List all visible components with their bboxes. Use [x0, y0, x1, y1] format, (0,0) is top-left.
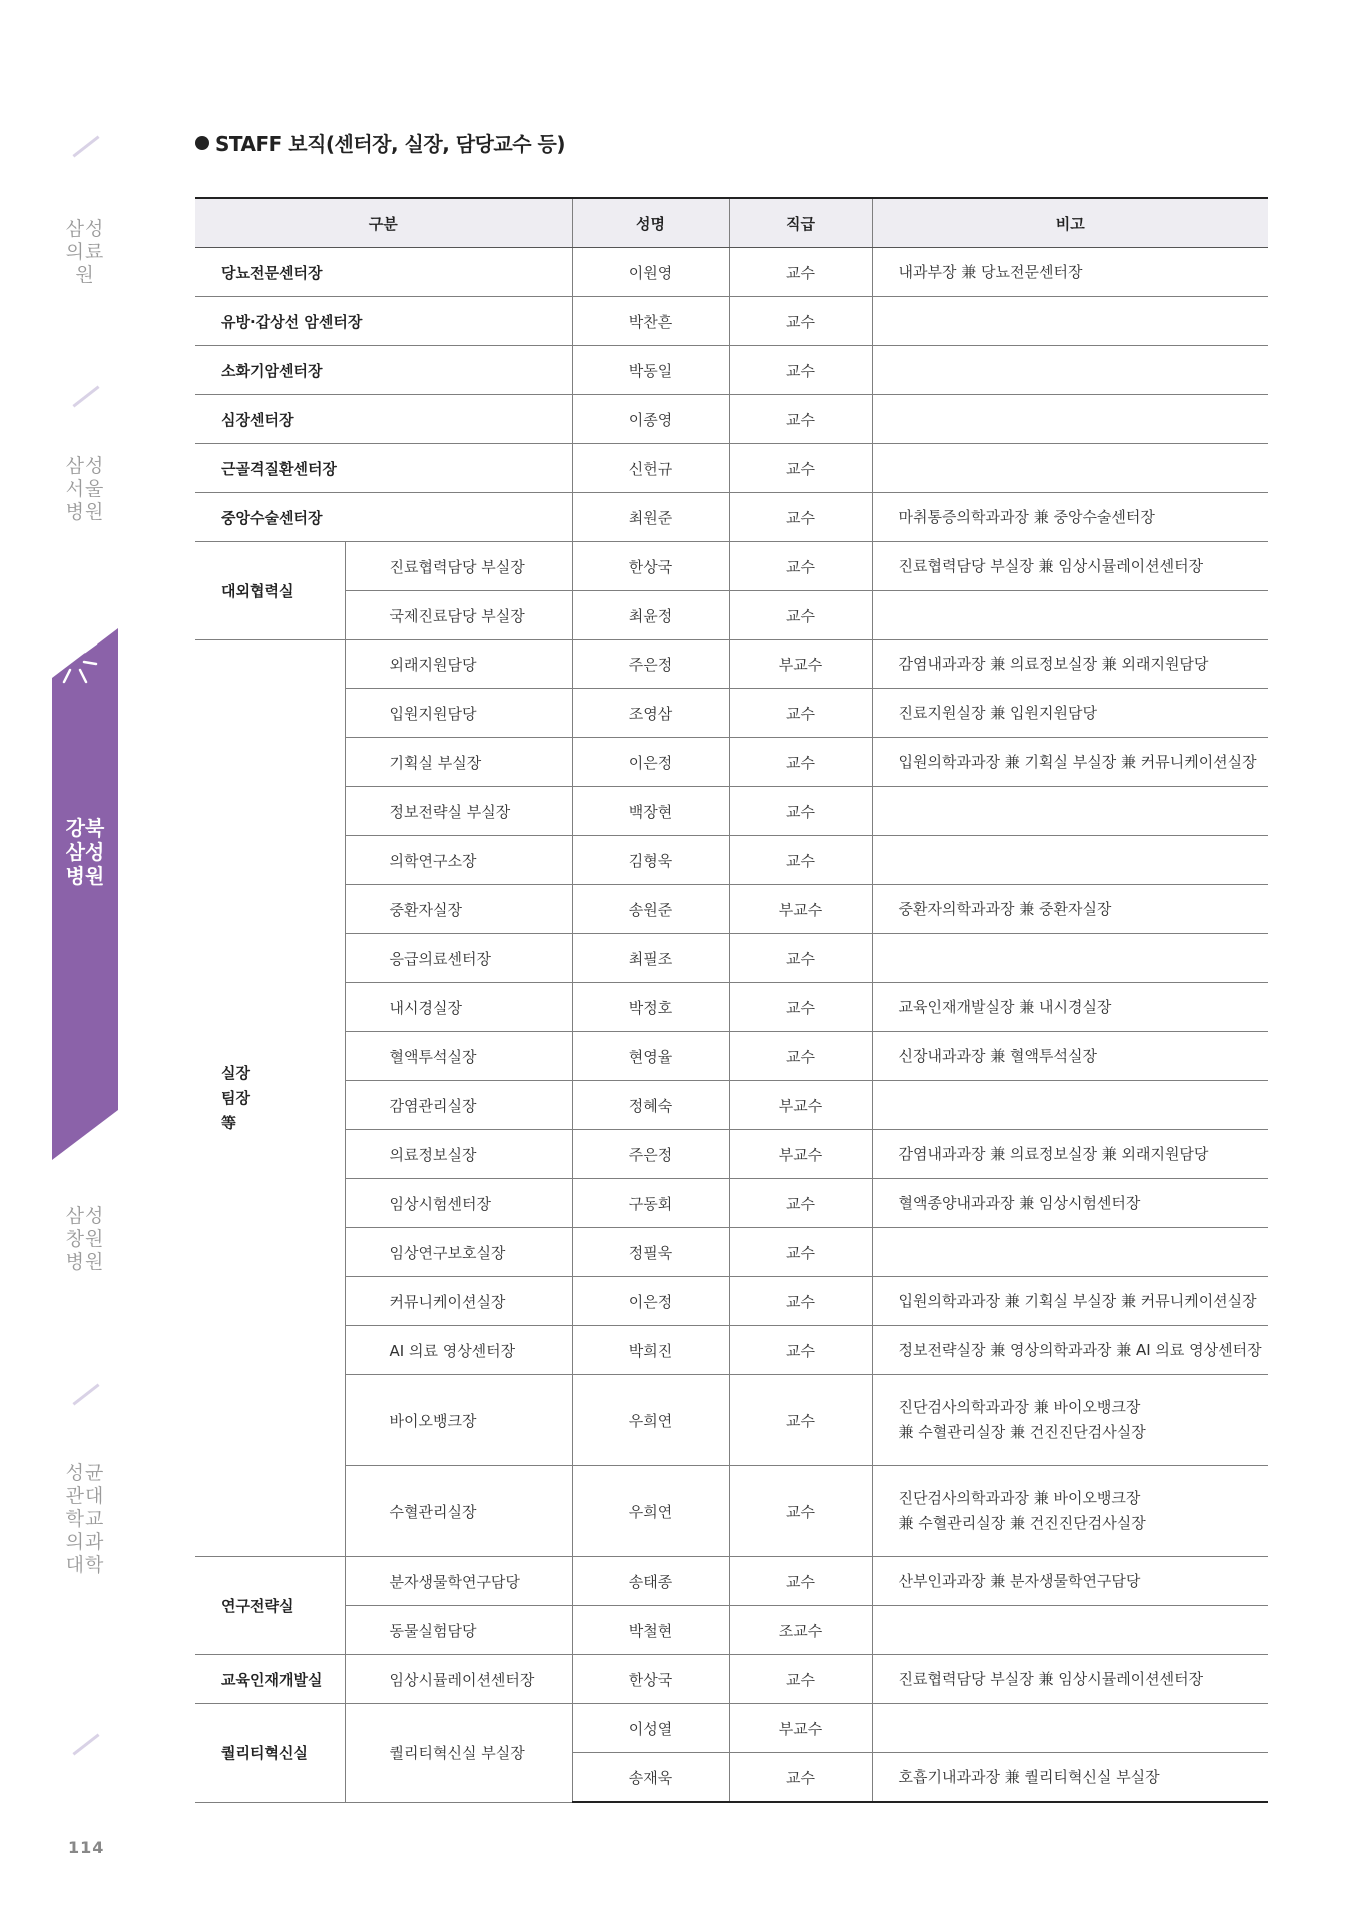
- table-row: [195, 836, 1268, 885]
- table-row: [195, 1375, 1268, 1466]
- sub-division-cell: 외래지원담당: [345, 640, 572, 689]
- note-cell: 마취통증의학과과장 兼 중앙수술센터장: [872, 493, 1268, 542]
- name-cell: 현영율: [572, 1032, 729, 1081]
- note-cell: [872, 1081, 1268, 1130]
- sidebar-item-skku-medicine[interactable]: 성균관대학교 의과대학: [65, 1462, 105, 1576]
- name-cell: 박철현: [572, 1606, 729, 1655]
- header-note: 비고: [872, 198, 1268, 248]
- name-cell: 박정호: [572, 983, 729, 1032]
- name-cell: 송재욱: [572, 1753, 729, 1803]
- note-cell: [872, 395, 1268, 444]
- note-cell: 입원의학과과장 兼 기획실 부실장 兼 커뮤니케이션실장: [872, 738, 1268, 787]
- sub-division-cell: 임상시뮬레이션센터장: [345, 1655, 572, 1704]
- table-row: [195, 640, 1268, 689]
- sub-division-cell: 감염관리실장: [345, 1081, 572, 1130]
- rank-cell: 교수: [729, 248, 872, 297]
- note-cell: [872, 444, 1268, 493]
- note-cell: 신장내과과장 兼 혈액투석실장: [872, 1032, 1268, 1081]
- name-cell: 김형욱: [572, 836, 729, 885]
- division-cell: 심장센터장: [195, 395, 572, 444]
- note-line: 진단검사의학과과장 兼 바이오뱅크장: [898, 1398, 1141, 1416]
- header-rank: 직급: [729, 198, 872, 248]
- name-cell: 정필욱: [572, 1228, 729, 1277]
- sub-division-cell: 진료협력담당 부실장: [345, 542, 572, 591]
- note-cell: [872, 787, 1268, 836]
- table-row: [195, 395, 1268, 444]
- name-cell: 박희진: [572, 1326, 729, 1375]
- rank-cell: 교수: [729, 1375, 872, 1466]
- note-cell: 입원의학과과장 兼 기획실 부실장 兼 커뮤니케이션실장: [872, 1277, 1268, 1326]
- rank-cell: 교수: [729, 346, 872, 395]
- table-row: [195, 1326, 1268, 1375]
- note-cell: 내과부장 兼 당뇨전문센터장: [872, 248, 1268, 297]
- note-cell: [872, 934, 1268, 983]
- rank-cell: 교수: [729, 1466, 872, 1557]
- name-cell: 최원준: [572, 493, 729, 542]
- division-line: 等: [221, 1113, 237, 1132]
- sub-division-cell: 혈액투석실장: [345, 1032, 572, 1081]
- rank-cell: 교수: [729, 1326, 872, 1375]
- rank-cell: 교수: [729, 1228, 872, 1277]
- division-line: 실장: [221, 1063, 250, 1082]
- division-line: 팀장: [221, 1088, 250, 1107]
- division-cell: 중앙수술센터장: [195, 493, 572, 542]
- note-line: 兼 수혈관리실장 兼 건진진단검사실장: [898, 1514, 1146, 1532]
- sub-division-cell: 커뮤니케이션실장: [345, 1277, 572, 1326]
- division-cell: [195, 640, 345, 1557]
- rank-cell: 교수: [729, 444, 872, 493]
- name-cell: 주은정: [572, 1130, 729, 1179]
- note-cell: [872, 836, 1268, 885]
- sub-division-cell: 중환자실장: [345, 885, 572, 934]
- name-cell: 박찬흔: [572, 297, 729, 346]
- rank-cell: 교수: [729, 787, 872, 836]
- sub-division-cell: AI 의료 영상센터장: [345, 1326, 572, 1375]
- table-row: [195, 1032, 1268, 1081]
- table-row: [195, 934, 1268, 983]
- rank-cell: 부교수: [729, 1130, 872, 1179]
- name-cell: 조영삼: [572, 689, 729, 738]
- note-cell: 진료지원실장 兼 입원지원담당: [872, 689, 1268, 738]
- divider-slash: [72, 385, 99, 407]
- rank-cell: 교수: [729, 934, 872, 983]
- name-cell: 최윤정: [572, 591, 729, 640]
- rank-cell: 부교수: [729, 885, 872, 934]
- division-cell: 소화기암센터장: [195, 346, 572, 395]
- sidebar-item-samsung-changwon[interactable]: 삼성창원병원: [65, 1205, 105, 1273]
- rank-cell: 교수: [729, 493, 872, 542]
- table-row: [195, 1277, 1268, 1326]
- division-cell: 연구전략실: [195, 1557, 345, 1655]
- division-cell: 유방·갑상선 암센터장: [195, 297, 572, 346]
- table-header-row: [195, 198, 1268, 248]
- note-cell: 정보전략실장 兼 영상의학과과장 兼 AI 의료 영상센터장: [872, 1326, 1268, 1375]
- staff-table: [195, 197, 1268, 1803]
- sub-division-cell: 국제진료담당 부실장: [345, 591, 572, 640]
- note-cell: [872, 1704, 1268, 1753]
- name-cell: 이성열: [572, 1704, 729, 1753]
- note-cell: [872, 1466, 1268, 1557]
- table-row: [195, 1557, 1268, 1606]
- sub-division-cell: 기획실 부실장: [345, 738, 572, 787]
- sub-division-cell: 수혈관리실장: [345, 1466, 572, 1557]
- name-cell: 이은정: [572, 738, 729, 787]
- table-row: [195, 346, 1268, 395]
- name-cell: 신헌규: [572, 444, 729, 493]
- note-cell: 산부인과과장 兼 분자생물학연구담당: [872, 1557, 1268, 1606]
- division-cell: 교육인재개발실: [195, 1655, 345, 1704]
- division-cell: 퀄리티혁신실: [195, 1704, 345, 1803]
- section-title: [195, 128, 565, 157]
- table-row: [195, 1179, 1268, 1228]
- table-row: [195, 1704, 1268, 1753]
- table-row: [195, 885, 1268, 934]
- note-cell: 교육인재개발실장 兼 내시경실장: [872, 983, 1268, 1032]
- note-cell: [872, 591, 1268, 640]
- table-row: [195, 787, 1268, 836]
- sub-division-cell: 정보전략실 부실장: [345, 787, 572, 836]
- rank-cell: 부교수: [729, 1081, 872, 1130]
- name-cell: 이종영: [572, 395, 729, 444]
- section-title-text: STAFF 보직(센터장, 실장, 담당교수 등): [215, 132, 565, 156]
- rank-cell: 교수: [729, 738, 872, 787]
- rank-cell: 교수: [729, 1179, 872, 1228]
- rank-cell: 교수: [729, 1277, 872, 1326]
- note-cell: [872, 1228, 1268, 1277]
- divider-slash: [72, 1383, 99, 1405]
- name-cell: 구동회: [572, 1179, 729, 1228]
- table-row: [195, 1466, 1268, 1557]
- sub-division-cell: 퀄리티혁신실 부실장: [345, 1704, 572, 1803]
- table-row: [195, 1228, 1268, 1277]
- table-row: [195, 248, 1268, 297]
- division-cell: 당뇨전문센터장: [195, 248, 572, 297]
- rank-cell: 조교수: [729, 1606, 872, 1655]
- rank-cell: 교수: [729, 395, 872, 444]
- table-row: [195, 1081, 1268, 1130]
- rank-cell: 부교수: [729, 640, 872, 689]
- rank-cell: 교수: [729, 689, 872, 738]
- name-cell: 한상국: [572, 542, 729, 591]
- note-cell: 진료협력담당 부실장 兼 임상시뮬레이션센터장: [872, 542, 1268, 591]
- sub-division-cell: 바이오뱅크장: [345, 1375, 572, 1466]
- table-row: [195, 542, 1268, 591]
- rank-cell: 교수: [729, 983, 872, 1032]
- page-number: 114: [68, 1838, 105, 1857]
- table-row: [195, 1606, 1268, 1655]
- name-cell: 정혜숙: [572, 1081, 729, 1130]
- rank-cell: 교수: [729, 591, 872, 640]
- rank-cell: 교수: [729, 1753, 872, 1803]
- table-row: [195, 493, 1268, 542]
- table-row: [195, 444, 1268, 493]
- sub-division-cell: 입원지원담당: [345, 689, 572, 738]
- name-cell: 이은정: [572, 1277, 729, 1326]
- rank-cell: 교수: [729, 836, 872, 885]
- divider-slash: [72, 1733, 99, 1755]
- note-line: 兼 수혈관리실장 兼 건진진단검사실장: [898, 1423, 1146, 1441]
- sub-division-cell: 의료정보실장: [345, 1130, 572, 1179]
- sparkle-icon: [52, 628, 98, 688]
- division-cell: 근골격질환센터장: [195, 444, 572, 493]
- sub-division-cell: 응급의료센터장: [345, 934, 572, 983]
- sub-division-cell: 임상시험센터장: [345, 1179, 572, 1228]
- division-cell: 대외협력실: [195, 542, 345, 640]
- sub-division-cell: 내시경실장: [345, 983, 572, 1032]
- name-cell: 이원영: [572, 248, 729, 297]
- table-row: [195, 1130, 1268, 1179]
- name-cell: 최필조: [572, 934, 729, 983]
- name-cell: 한상국: [572, 1655, 729, 1704]
- note-cell: [872, 346, 1268, 395]
- sub-division-cell: 분자생물학연구담당: [345, 1557, 572, 1606]
- rank-cell: 교수: [729, 1557, 872, 1606]
- name-cell: 우희연: [572, 1375, 729, 1466]
- rank-cell: 교수: [729, 1655, 872, 1704]
- bullet-icon: [195, 136, 209, 150]
- table-row: [195, 983, 1268, 1032]
- name-cell: 백장현: [572, 787, 729, 836]
- note-line: 진단검사의학과과장 兼 바이오뱅크장: [898, 1489, 1141, 1507]
- note-cell: 혈액종양내과과장 兼 임상시험센터장: [872, 1179, 1268, 1228]
- rank-cell: 교수: [729, 297, 872, 346]
- note-cell: 중환자의학과과장 兼 중환자실장: [872, 885, 1268, 934]
- note-cell: 감염내과과장 兼 의료정보실장 兼 외래지원담당: [872, 1130, 1268, 1179]
- table-row: [195, 1655, 1268, 1704]
- rank-cell: 교수: [729, 1032, 872, 1081]
- note-cell: 진료협력담당 부실장 兼 임상시뮬레이션센터장: [872, 1655, 1268, 1704]
- name-cell: 주은정: [572, 640, 729, 689]
- rank-cell: 부교수: [729, 1704, 872, 1753]
- header-division: 구분: [195, 198, 572, 248]
- sub-division-cell: 임상연구보호실장: [345, 1228, 572, 1277]
- divider-slash: [72, 135, 99, 157]
- name-cell: 송원준: [572, 885, 729, 934]
- sidebar-item-label: 강북삼성병원: [65, 816, 105, 888]
- table-row: [195, 689, 1268, 738]
- chapter-sidebar: [0, 0, 140, 1920]
- header-name: 성명: [572, 198, 729, 248]
- name-cell: 송태종: [572, 1557, 729, 1606]
- sidebar-item-kangbuk-samsung[interactable]: [52, 628, 118, 1160]
- division-label-stack: [221, 1061, 345, 1136]
- note-cell: [872, 1606, 1268, 1655]
- sub-division-cell: 의학연구소장: [345, 836, 572, 885]
- note-cell: [872, 297, 1268, 346]
- sidebar-item-samsung-medical[interactable]: 삼성의료원: [65, 218, 105, 286]
- name-cell: 박동일: [572, 346, 729, 395]
- table-row: [195, 591, 1268, 640]
- table-row: [195, 738, 1268, 787]
- note-cell: [872, 1375, 1268, 1466]
- sub-division-cell: 동물실험담당: [345, 1606, 572, 1655]
- note-cell: 호흡기내과과장 兼 퀄리티혁신실 부실장: [872, 1753, 1268, 1803]
- name-cell: 우희연: [572, 1466, 729, 1557]
- active-tab-shape: [52, 628, 118, 1160]
- note-cell: 감염내과과장 兼 의료정보실장 兼 외래지원담당: [872, 640, 1268, 689]
- table-row: [195, 297, 1268, 346]
- sidebar-item-samsung-seoul[interactable]: 삼성서울병원: [65, 455, 105, 523]
- rank-cell: 교수: [729, 542, 872, 591]
